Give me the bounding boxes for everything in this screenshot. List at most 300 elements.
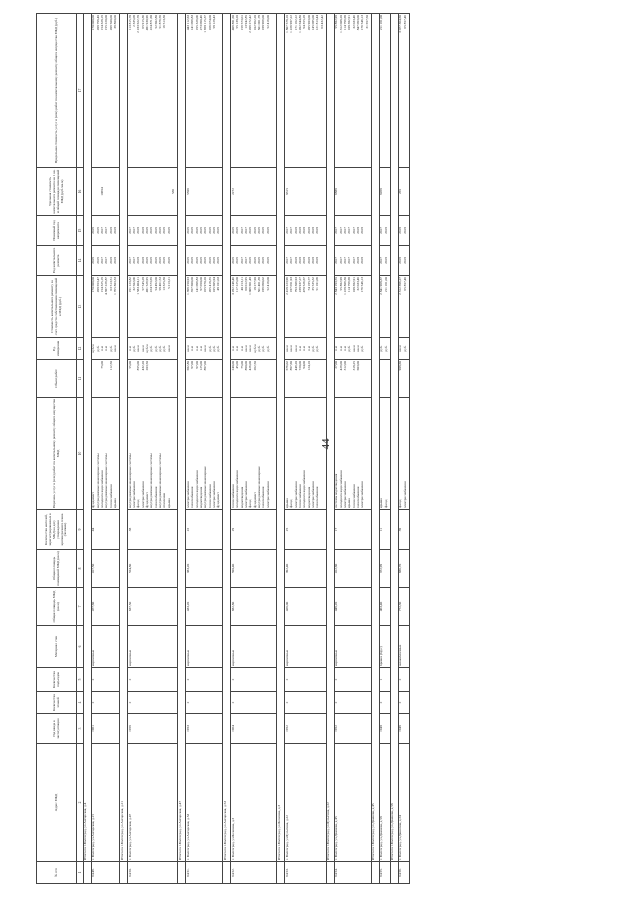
cell-line: кв.м (185, 345, 190, 352)
cell-line: электроснабжения (310, 481, 315, 508)
cell-line: 449,20 (293, 361, 298, 371)
cell-line (404, 361, 408, 396)
cell-line: 2018 (360, 257, 365, 264)
cell-line: 48 101,03 (216, 277, 221, 291)
total-row (83, 14, 91, 884)
cell-line: руб. (261, 345, 266, 352)
cell-line: 2019 (185, 257, 190, 264)
table-cell: 2 (186, 668, 223, 692)
header-row (37, 14, 77, 884)
table-cell: 64.49. (91, 862, 119, 884)
cell-line: 240,00 (231, 361, 235, 371)
cell-line: руб. (95, 345, 100, 352)
table-cell: 449,20 (334, 588, 371, 626)
cell-line: 536 (171, 188, 176, 195)
cell-line: 4 387 229,87 (104, 277, 109, 295)
table-row (186, 14, 223, 884)
total-label: Итого по г.Волгоград, ул.Дежнева, д.45 (371, 14, 379, 862)
cell-line: 2017 (351, 257, 356, 264)
cell-line: 357 600,00 (190, 277, 195, 293)
cell-line: руб. (132, 345, 137, 352)
cell-line: кв.м (356, 345, 360, 352)
cell-line: 2 312 396,27 (398, 277, 403, 295)
cell-line: руб. (162, 345, 167, 352)
cell-line: 8315 (284, 188, 289, 195)
cell-line: 2018 (310, 227, 315, 234)
table-cell: 1 (379, 668, 390, 692)
cell-line: холодного водоснабжения (235, 470, 240, 508)
cell-line: кв.м (203, 345, 208, 352)
table-cell: 2 (231, 668, 277, 692)
cell-line: 2017 (239, 257, 244, 264)
cell-line: 209 500,00 (108, 15, 113, 31)
cell-line: 2019 (203, 227, 208, 234)
cell-line: 60 012,95 (244, 277, 249, 291)
cell-line: руб. (379, 345, 384, 352)
cell-line: 55 882,98 (338, 277, 343, 291)
column-header: Количество этажей (37, 692, 77, 714)
cell-line: руб. (360, 345, 365, 352)
cell-line: отопления (162, 493, 167, 508)
cell-line: фасад (136, 499, 141, 508)
cell-line: куб.м (252, 344, 257, 353)
cell-line: 2017 (127, 227, 132, 234)
cell-line: 2017 (379, 227, 384, 234)
cell-line: 2018 (398, 257, 403, 264)
cell-line: 211 161,00 (379, 15, 384, 31)
total-label: Итого по г.Волгоград, ул.Дежнева, д.58 (390, 14, 398, 862)
cell-line: 2019 (216, 257, 221, 264)
cell-line: п.м (194, 346, 199, 351)
table-cell: 22 (186, 510, 223, 550)
column-header: Предельная стоимость услуг и (или) работ по капитальному ремонту общего имущества МКД (руб.) (37, 14, 77, 168)
address-cell: г. Волгоград, ул.Дежнева, д.58 (379, 744, 390, 862)
cell-line: руб. (315, 345, 320, 352)
cell-line: 65 915,36 (140, 15, 145, 29)
cell-line: электроснабжения (293, 481, 298, 508)
cell-line: 5596 (185, 188, 190, 195)
cell-line: 2017 (127, 257, 132, 264)
table-cell: 38 (128, 510, 178, 550)
cell-line: электроснабжения (342, 481, 347, 508)
cell-line: 2019 (95, 257, 100, 264)
cell-line: 54 492,00 (153, 277, 158, 291)
cell-line: холодного водоснабжения (338, 470, 343, 508)
cell-line: 52 416,00 (265, 277, 270, 291)
cell-line: внутридомовые инженерные системы (158, 453, 163, 508)
cell-line: внутридомовые инженерные системы (104, 453, 109, 508)
cell-line: 2 418 223,96 (284, 277, 289, 295)
cell-line: 39 800,00 (113, 15, 117, 29)
cell-line: 2017 (334, 227, 339, 234)
cell-line: 31 657,50 (364, 15, 369, 29)
cell-line: 262,50 (252, 361, 257, 371)
cell-line: электроснабжения (265, 481, 270, 508)
page-number: 44 (320, 438, 332, 450)
repair-plan-table-container (36, 14, 592, 884)
cell-line: электроснабжения (140, 481, 145, 508)
repair-plan-table (36, 13, 410, 884)
column-header: Объем работ (37, 360, 77, 398)
cell-line: 2019 (149, 227, 154, 234)
cell-line: 32 502,06 (132, 277, 137, 291)
cell-line: крыша (347, 498, 352, 508)
cell-line: 426,00 (248, 361, 253, 371)
table-cell: 2 (91, 692, 119, 714)
cell-line: электроснабжения (185, 481, 190, 508)
cell-line: 2017 (99, 227, 104, 234)
cell-line: 2018 (113, 257, 117, 264)
cell-line: газоснабжения (190, 486, 195, 508)
cell-line: 154 325,19 (99, 277, 104, 293)
cell-line: 170 000,00 (91, 277, 96, 293)
cell-line (385, 361, 389, 396)
cell-line: 170 000,00 (91, 15, 96, 31)
cell-line: 55 138,20 (235, 15, 240, 29)
cell-line: 2018 (310, 257, 315, 264)
cell-line: 191 123,82 (127, 277, 132, 293)
cell-line: фундамент (145, 492, 150, 508)
table-cell: 1961 (91, 714, 119, 744)
cell-line: 114 799,68 (347, 277, 352, 293)
cell-line: водоотведения (306, 486, 311, 508)
cell-line: газоснабжения (356, 486, 360, 508)
cell-line (168, 15, 172, 166)
cell-line: 16 513,30 (162, 15, 167, 29)
table-cell: кирпичные (128, 626, 178, 668)
cell-line: 2019 (166, 257, 171, 264)
column-number: 8 (77, 550, 83, 588)
cell-line: 897,00 (203, 361, 208, 371)
cell-line: 2018 (306, 257, 311, 264)
cell-line: 2019 (185, 227, 190, 234)
cell-line: 2019 (211, 257, 216, 264)
cell-line (316, 361, 320, 396)
cell-line: фасад (289, 499, 294, 508)
table-cell: 2 (334, 668, 371, 692)
cell-line: 63 513,51 (108, 277, 113, 291)
cell-line: внутридомовые инженерные системы (127, 453, 132, 508)
table-cell: 2 (334, 692, 371, 714)
address-cell: г. Волгоград, ул.Двинская, д.24 (398, 744, 409, 862)
cell-line: фасад (398, 499, 403, 508)
cell-line: 273 090,46 (198, 15, 203, 31)
cell-line: руб. (149, 345, 154, 352)
cell-line: 561 461,38 (257, 277, 262, 293)
cell-line: 51 876,59 (158, 15, 163, 29)
cell-line: внутридомовые инженерные системы (149, 453, 154, 508)
cell-line: 2017 (342, 257, 347, 264)
cell-line (114, 169, 118, 214)
cell-line: 2019 (145, 227, 150, 234)
cell-line: 2019 (162, 257, 167, 264)
cell-line: 159 573,01 (239, 15, 244, 31)
cell-line: 2019 (158, 257, 163, 264)
column-number: 17 (77, 14, 83, 168)
table-cell: кирпичные (285, 626, 326, 668)
table-cell: 772,30 (398, 588, 409, 626)
cell-line: системы водоотведения (334, 473, 339, 508)
total-row (119, 14, 127, 884)
cell-line: 2018 (356, 257, 360, 264)
cell-line: 32 033,46 (351, 15, 356, 29)
table-cell: 64.56. (398, 862, 409, 884)
cell-line: 195 329,06 (194, 15, 199, 31)
cell-line: куб.м (91, 344, 96, 353)
column-header: Ед. измерения (37, 338, 77, 360)
cell-line: 2018 (140, 227, 145, 234)
total-label: Итого по г.Волгоград, ул.Ангарская, д.47 (178, 14, 186, 862)
column-header: Общая площадь помещений МКД (кв.м) (37, 550, 77, 588)
cell-line: 2019 (198, 227, 203, 234)
cell-line: 2019 (248, 257, 253, 264)
cell-line (267, 361, 271, 396)
cell-line: 166 074,00 (207, 15, 212, 31)
cell-line: 2017 (351, 227, 356, 234)
cell-line: 224 573,65 (149, 277, 154, 293)
table-row (128, 14, 178, 884)
column-header: Перечень услуг и (или) работ по капитальному ремонту общего имущества МКД (37, 398, 77, 510)
cell-line: теплоснабжения (231, 484, 235, 508)
table-cell: 433,20 (186, 588, 223, 626)
table-cell: кирпичные (334, 626, 371, 668)
cell-line: 113 815,70 (127, 15, 132, 31)
cell-line: 682,80 (185, 361, 190, 371)
cell-line: 3 077 364,60 (398, 15, 403, 33)
cell-line: 3 282 249,46 (231, 277, 235, 295)
address-cell: г. Волгоград, ул.Ангарская, д.53 (186, 744, 223, 862)
cell-line: 2 335,08 (132, 15, 137, 27)
table-cell: 64.55. (379, 862, 390, 884)
cell-line: 2017 (338, 227, 343, 234)
column-number: 5 (77, 668, 83, 692)
total-label: Итого по г.Волгоград, ул.Белазова, д.3 (277, 14, 285, 862)
table-cell: 1953 (186, 714, 223, 744)
cell-line: 105 605,94 (211, 277, 216, 293)
cell-line: 176 546,13 (360, 15, 365, 31)
cell-line: 265 (398, 188, 403, 195)
cell-line: 2018 (315, 257, 320, 264)
cell-line: 40 213,11 (239, 277, 244, 291)
cell-line: 2018 (113, 227, 117, 234)
cell-line: 2 843 193,55 (334, 277, 339, 295)
cell-line: 45,00 (235, 361, 240, 369)
table-cell: 477,60 (91, 588, 119, 626)
cell-line: крыша (113, 498, 117, 508)
cell-line: 2019 (203, 257, 208, 264)
cell-line: 2017 (284, 257, 289, 264)
cell-line: 2019 (153, 227, 158, 234)
cell-line: 2019 (190, 227, 195, 234)
cell-line: 114 799,68 (342, 15, 347, 31)
cell-line: 1 226 987,22 (289, 15, 294, 33)
cell-line: 58 128,43 (211, 15, 216, 29)
cell-line: электроснабжения (211, 481, 216, 508)
cell-line: 1 583 404,11 (136, 277, 141, 295)
table-row (379, 14, 390, 884)
column-header: Материал стен (37, 626, 77, 668)
cell-line: внутридомовые инженерные (203, 466, 208, 508)
cell-line: руб. (347, 345, 352, 352)
cell-line: 2017 (334, 257, 339, 264)
cell-line: 55 882,98 (334, 15, 339, 29)
column-number: 4 (77, 692, 83, 714)
cell-line: 188 969,00 (261, 15, 266, 31)
cell-line: теплоснабжения (207, 484, 212, 508)
cell-line (361, 361, 365, 396)
cell-line: 1 009 661,48 (248, 277, 253, 295)
cell-line: 890,00 (244, 361, 249, 371)
cell-line: электроснабжения (132, 481, 137, 508)
cell-line: 32 033,46 (356, 277, 360, 291)
cell-line: руб. (153, 345, 158, 352)
cell-line: 187 051,93 (289, 277, 294, 293)
cell-line: 2017 (239, 227, 244, 234)
cell-line: 2019 (95, 227, 100, 234)
cell-line: 2018 (297, 257, 302, 264)
table-cell: шлакоблочные (398, 626, 409, 668)
cell-line: 94 355,28 (302, 15, 307, 29)
table-cell: 590,40 (231, 550, 277, 588)
total-label: Итого по г.Волгоград, ул.Ангарская, д.4 (83, 14, 91, 862)
cell-line: 2019 (211, 227, 216, 234)
cell-line: 141 099,83 (190, 15, 195, 31)
cell-line: 2019 (231, 257, 235, 264)
cell-line: 2019 (265, 257, 270, 264)
cell-line: руб. (310, 345, 315, 352)
cell-line: руб. (108, 345, 113, 352)
cell-line: 176 546,13 (360, 277, 365, 293)
cell-line: 13 325,30 (162, 277, 167, 291)
table-row (231, 14, 277, 884)
cell-line: 432,20 (140, 361, 145, 371)
cell-line: 2018 (398, 227, 403, 234)
cell-line: 2019 (153, 257, 158, 264)
table-cell: 64.51. (186, 862, 223, 884)
cell-line: 2019 (235, 227, 240, 234)
cell-line: 1 765 803,33 (113, 277, 117, 295)
cell-line: 720,00 (297, 361, 302, 371)
cell-line: 2017 (132, 227, 137, 234)
cell-line: 171 162,22 (293, 15, 298, 31)
table-body (83, 14, 409, 884)
cell-line: кв.м (248, 345, 253, 352)
cell-line: 2017 (342, 227, 347, 234)
table-cell: 2 (128, 692, 178, 714)
cell-line: 2017 (104, 257, 109, 264)
cell-line: 2019 (166, 227, 171, 234)
table-cell: 1952 (285, 714, 326, 744)
table-cell: 1948 (379, 714, 390, 744)
cell-line: 2018 (402, 257, 407, 264)
cell-line: 208 653,47 (95, 277, 100, 293)
table-row (285, 14, 326, 884)
cell-line: 443 112,63 (185, 15, 190, 31)
address-cell: г. Волгоград, ул.Белазова, д.3 (231, 744, 277, 862)
cell-line: 1 312 008,20 (338, 15, 343, 33)
table-cell: 39 (398, 510, 409, 550)
total-label: Итого по г.Волгоград, ул.Бусыгина, д.22 (326, 14, 334, 862)
cell-line (217, 361, 221, 396)
cell-line: 224 871,60 (149, 15, 154, 31)
cell-line: холодного водоснабжения (99, 470, 104, 508)
cell-line: 2018 (293, 257, 298, 264)
total-label: Итого по г.Волгоград, ул.Ангарская, д.53 (223, 14, 231, 862)
cell-line: электроснабжения (402, 481, 407, 508)
cell-line: 312,00 (342, 361, 347, 371)
cell-line: 481 529,95 (145, 277, 150, 293)
column-header: № п/п (37, 862, 77, 884)
cell-line (168, 361, 172, 396)
cell-line: 2019 (257, 227, 262, 234)
cell-line: 2018 (383, 227, 388, 234)
table-cell: 554,80 (128, 550, 178, 588)
table-cell: 11 (379, 510, 390, 550)
column-header: Год капитального ремонта (37, 246, 77, 276)
cell-line: фасад (248, 499, 253, 508)
cell-line: руб. (158, 345, 163, 352)
table-cell: кирпичные (186, 626, 223, 668)
column-number: 2 (77, 744, 83, 862)
column-number: 13 (77, 276, 83, 338)
cell-line: 501 061,78 (257, 15, 262, 31)
cell-line: внутридомовые инженерные системы (95, 453, 100, 508)
cell-line: 74 185,77 (306, 277, 311, 291)
cell-line: 154 328,19 (99, 15, 104, 31)
column-number: 16 (77, 168, 83, 216)
table-cell: 2 (398, 692, 409, 714)
cell-line: 2017 (132, 257, 137, 264)
cell-line: п.м (334, 346, 339, 351)
column-header: Количество подъездов (37, 668, 77, 692)
table-cell: 1952 (334, 714, 371, 744)
total-row (371, 14, 379, 884)
cell-line: 2019 (265, 227, 270, 234)
cell-line: 203,50 (145, 361, 150, 371)
column-number: 12 (77, 338, 83, 360)
cell-line: 2017 (99, 257, 104, 264)
cell-line: 855,00 (136, 361, 141, 371)
table-cell: 383,20 (186, 550, 223, 588)
cell-line: 94,00 (302, 361, 307, 369)
total-row (223, 14, 231, 884)
cell-line: п.м (99, 346, 104, 351)
cell-line: 470 526,67 (302, 277, 307, 293)
total-row (326, 14, 334, 884)
table-row (398, 14, 409, 884)
cell-line: куб.м (145, 344, 150, 353)
table-cell: 2 (285, 668, 326, 692)
column-header: Адрес МКД (37, 744, 77, 862)
table-cell: 417,50 (91, 550, 119, 588)
cell-line: 2019 (252, 257, 257, 264)
cell-line: 63 432,42 (319, 15, 324, 29)
cell-line: 2018 (136, 227, 141, 234)
column-header: Стоимость капитального ремонту за счет средств собственников помещений в МКД (руб.) (37, 276, 77, 338)
cell-line: 18 277,90 (252, 277, 257, 291)
cell-line: 429,00 (338, 361, 343, 371)
cell-line: 189 090,02 (261, 277, 266, 293)
cell-line: 847 093,00 (356, 15, 360, 31)
cell-line: 2018 (297, 227, 302, 234)
cell-line: п.м (297, 346, 302, 351)
cell-line: п.м (239, 346, 244, 351)
cell-line: кв.м (289, 345, 294, 352)
cell-line: 75,00 (99, 361, 104, 369)
cell-line: кв.м (136, 345, 141, 352)
column-number: 11 (77, 360, 83, 398)
address-cell: г. Волгоград, ул.Ангарская, д.47 (128, 744, 178, 862)
